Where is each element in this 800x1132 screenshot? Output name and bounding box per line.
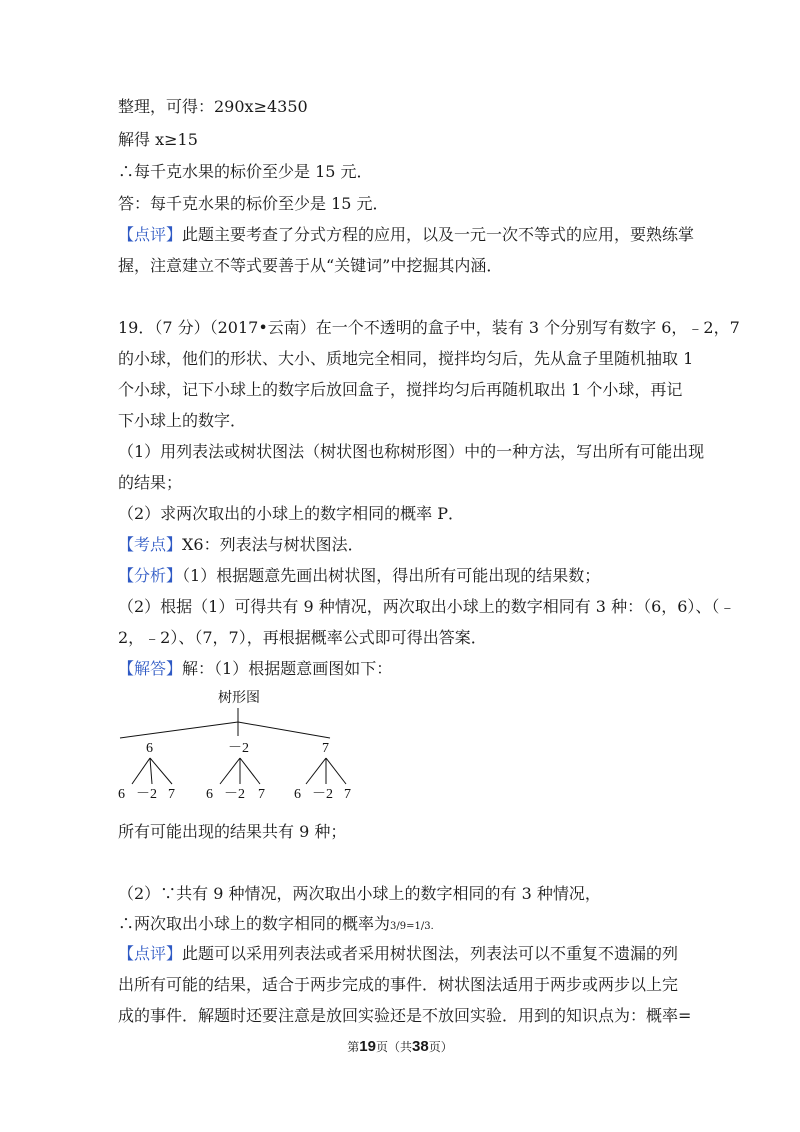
tree-title: 树形图 (218, 691, 260, 706)
text-line: （2）∵共有 9 种情况，两次取出小球上的数字相同的有 3 种情况， (118, 884, 601, 903)
answer-tag: 【解答】 (118, 659, 183, 678)
page-footer (0, 1038, 800, 1055)
text-line: （2）根据（1）可得共有 9 种情况，两次取出小球上的数字相同有 3 种：（6，6）、（﹣ (118, 597, 736, 616)
tree-leaf: －2 (224, 787, 245, 802)
analysis-text: （1）根据题意先画出树状图，得出所有可能出现的结果数； (182, 566, 601, 585)
text-line: ∴每千克水果的标价至少是 15 元． (118, 162, 373, 181)
comment-tag: 【点评】 (118, 225, 183, 244)
page-number: 19 (359, 1038, 376, 1055)
text-line (118, 566, 600, 586)
tree-leaf: 6 (206, 787, 213, 802)
probability-fraction: 3/9=1/3． (390, 921, 441, 932)
text-line (118, 225, 694, 245)
knowledge-text: X6：列表法与树状图法． (182, 535, 364, 554)
question-line: 19．（7 分）（2017•云南）在一个不透明的盒子中，装有 3 个分别写有数字 6，﹣2，7 (118, 318, 740, 337)
comment-text: 此题主要考查了分式方程的应用，以及一元一次不等式的应用，要熟练掌 (182, 225, 695, 244)
tree-node-l1: 7 (322, 741, 329, 756)
tree-diagram (110, 684, 370, 804)
question-line: 的结果； (118, 473, 183, 492)
tree-leaf: －2 (136, 787, 157, 802)
tree-leaf: 7 (168, 787, 175, 802)
footer-middle: 页（共 (375, 1040, 412, 1054)
probability-text: ∴两次取出小球上的数字相同的概率为 (118, 914, 391, 933)
comment-text: 此题可以采用列表法或者采用树状图法，列表法可以不重复不遗漏的列 (182, 944, 679, 963)
question-line: 个小球，记下小球上的数字后放回盒子，搅拌均匀后再随机取出 1 个小球，再记 (118, 380, 683, 399)
knowledge-tag: 【考点】 (118, 535, 183, 554)
text-line (118, 944, 678, 964)
question-line: 的小球，他们的形状、大小、质地完全相同，搅拌均匀后，先从盒子里随机抽取 1 (118, 349, 694, 368)
text-line: 所有可能出现的结果共有 9 种； (118, 822, 347, 841)
tree-node-l1: 6 (146, 741, 153, 756)
text-line: 出所有可能的结果，适合于两步完成的事件．树状图法适用于两步或两步以上完 (118, 975, 679, 994)
answer-text: 解：（1）根据题意画图如下： (182, 659, 393, 678)
question-line: （1）用列表法或树状图法（树状图也称树形图）中的一种方法，写出所有可能出现 (118, 442, 705, 461)
tree-leaf: 7 (258, 787, 265, 802)
analysis-tag: 【分析】 (118, 566, 183, 585)
tree-leaf: －2 (312, 787, 333, 802)
question-line: 下小球上的数字． (118, 411, 247, 430)
tree-leaf: 6 (294, 787, 301, 802)
text-line: 整理，可得：290x≥4350 (118, 97, 308, 116)
comment-tag: 【点评】 (118, 944, 183, 963)
tree-node-l1: －2 (228, 741, 249, 756)
text-line: 答：每千克水果的标价至少是 15 元． (118, 194, 389, 213)
total-pages: 38 (412, 1038, 429, 1055)
text-line: 握，注意建立不等式要善于从“关键词”中挖掘其内涵． (118, 256, 503, 275)
text-line: 解得 x≥15 (118, 130, 198, 149)
tree-leaf: 7 (344, 787, 351, 802)
text-line: 2，﹣2）、（7，7），再根据概率公式即可得出答案． (118, 628, 487, 647)
footer-suffix: 页） (428, 1040, 453, 1054)
text-line (118, 535, 364, 555)
text-line: 成的事件．解题时还要注意是放回实验还是不放回实验．用到的知识点为：概率= (118, 1006, 692, 1025)
question-line: （2）求两次取出的小球上的数字相同的概率 P． (118, 504, 465, 523)
tree-leaf: 6 (118, 787, 125, 802)
text-line (118, 659, 392, 679)
footer-prefix: 第 (347, 1040, 360, 1054)
text-line (118, 914, 441, 937)
